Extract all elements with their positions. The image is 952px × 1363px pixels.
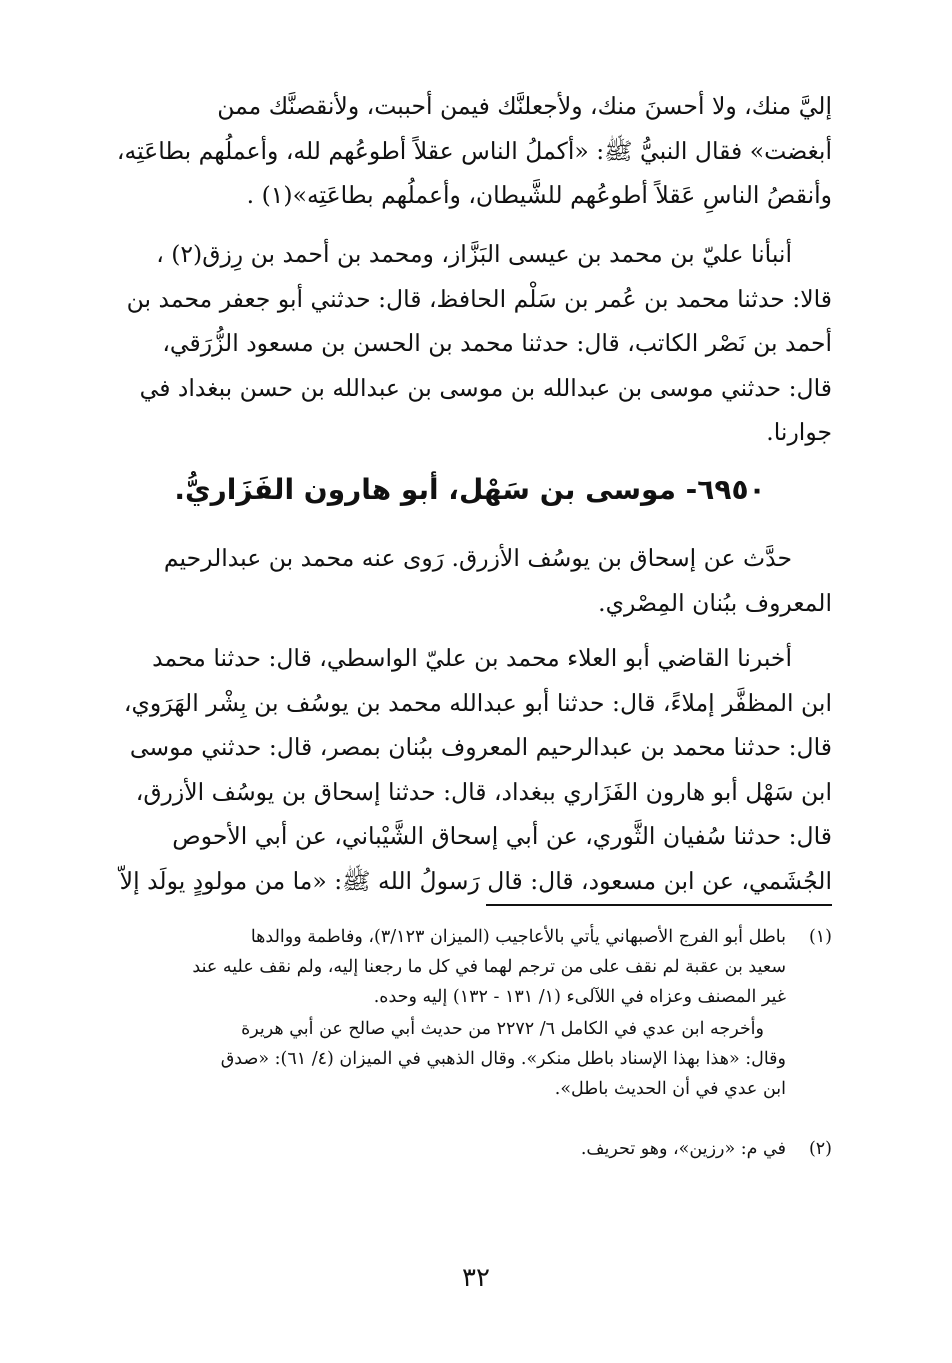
text-line: قالا: حدثنا محمد بن عُمر بن سَلْم الحافظ، قال: حدثني أبو جعفر محمد بن xyxy=(126,284,832,313)
footnote-number: (١) xyxy=(808,927,832,947)
text-line: المعروف ببُنان المِصْري. xyxy=(598,588,832,617)
text-line: قال: حدثني موسى بن عبدالله بن موسى بن عبدالله بن حسن ببغداد في xyxy=(139,373,832,402)
paragraph-entry-summary xyxy=(116,536,832,625)
text-line: ابن المظفَّر إملاءً، قال: حدثنا أبو عبدالله محمد بن يوسُف بن بِشْر الهَرَوي، xyxy=(123,688,832,717)
text-line: قال: حدثنا محمد بن عبدالرحيم المعروف ببُنان بمصر، قال: حدثني موسى xyxy=(129,733,832,761)
text-line: قال: حدثنا سُفيان الثَّوري، عن أبي إسحاق الشَّيْباني، عن أبي الأحوص xyxy=(172,822,832,850)
footnote-text: في م: «رزين»، وهو تحريف. xyxy=(580,1139,786,1159)
footnote-line xyxy=(116,922,832,952)
text-line: وأنقصُ الناسِ عَقلاً أطوعُهم للشَّيطان، وأعملُهم بطاعَتِه»(١) . xyxy=(246,181,832,209)
footnote-divider xyxy=(486,904,832,906)
text-line: أبغضت» فقال النبيُّ ﷺ: «أكملُ الناس عقلاً أطوعُهم لله، وأعملُهم بطاعَتِه، xyxy=(116,136,832,165)
paragraph-hadith-chain xyxy=(116,636,832,903)
footnote-2 xyxy=(116,1134,832,1164)
paragraph-hadith-end xyxy=(116,84,832,218)
footnote-line: وأخرجه ابن عدي في الكامل ٦/ ٢٢٧٢ من حديث أبي صالح عن أبي هريرة xyxy=(241,1019,764,1039)
text-line: حدَّث عن إسحاق بن يوسُف الأزرق. رَوى عنه محمد بن عبدالرحيم xyxy=(163,544,792,572)
text-line: إليَّ منك، ولا أحسنَ منك، ولأجعلنَّك فيمن أحببت، ولأنقصنَّك ممن xyxy=(217,92,832,120)
footnote-number: (٢) xyxy=(808,1139,832,1159)
footnote-1 xyxy=(116,922,832,1012)
footnote-line: غير المصنف وعزاه في اللآلىء (١/ ١٣١ - ١٣٢) إليه وحده. xyxy=(373,987,786,1007)
paragraph-isnad xyxy=(116,232,832,455)
text-line: أخبرنا القاضي أبو العلاء محمد بن عليّ الواسطي، قال: حدثنا محمد xyxy=(152,644,792,672)
text-line: جوارنا. xyxy=(766,418,832,446)
page-number: ٣٢ xyxy=(462,1263,490,1293)
text-line: أنبأنا عليّ بن محمد بن عيسى البَزَّاز، ومحمد بن أحمد بن رِزق(٢) ، xyxy=(156,240,792,268)
footnote-1-continuation xyxy=(116,1014,832,1104)
text-line: ابن سَهْل أبو هارون الفَزَاري ببغداد، قال: حدثنا إسحاق بن يوسُف الأزرق، xyxy=(135,777,832,806)
footnote-line: وقال: «هذا بهذا الإسناد باطل منكر». وقال الذهبي في الميزان (٤/ ٦١): «صدق xyxy=(220,1049,786,1069)
footnote-text: باطل أبو الفرج الأصبهاني يأتي بالأعاجيب (الميزان ٣/١٢٣)، وفاطمة ووالدها xyxy=(250,927,786,947)
text-line: أحمد بن نَصْر الكاتب، قال: حدثنا محمد بن الحسن بن مسعود الزُّرَقي، xyxy=(162,329,832,357)
footnote-line: سعيد بن عقبة لم نقف على من ترجم لهما في كل ما رجعنا إليه، ولم نقف عليه عند xyxy=(192,957,786,977)
text-line: الجُشَمي، عن ابن مسعود، قال: قال رَسولُ الله ﷺ: «ما من مولودٍ يولَد إلاّ xyxy=(119,866,832,895)
footnote-line xyxy=(116,1134,832,1164)
entry-heading: ٦٩٥٠- موسى بن سَهْل، أبو هارون الفَزَاريُّ. xyxy=(174,473,766,506)
footnote-line: ابن عدي في أن الحديث باطل». xyxy=(554,1079,786,1099)
